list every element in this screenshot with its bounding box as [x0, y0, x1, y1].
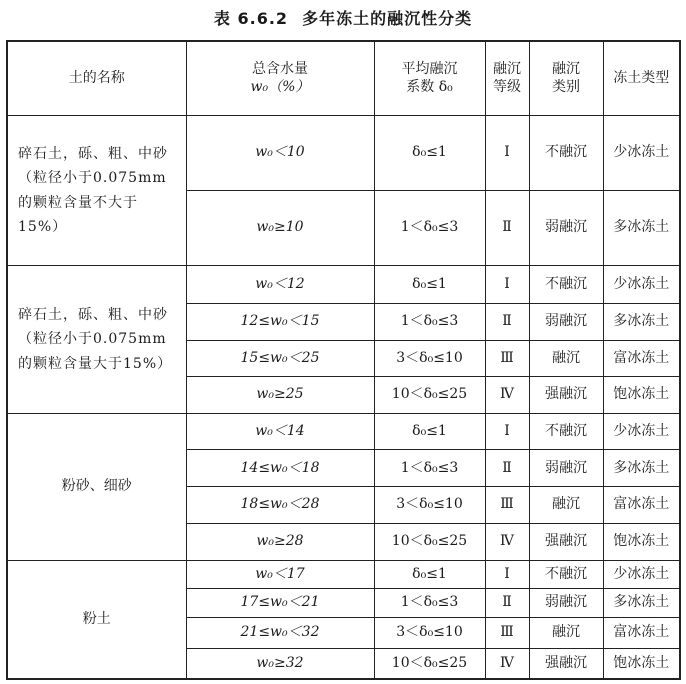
coefficient-cell: 10＜δ₀≤25 [374, 376, 485, 413]
category-cell: 弱融沉 [529, 304, 603, 341]
table-title [0, 6, 686, 29]
coefficient-cell: 3＜δ₀≤10 [374, 618, 485, 649]
grade-cell: Ⅱ [485, 450, 529, 487]
grade-cell: Ⅲ [485, 487, 529, 524]
frozen-type-cell: 富冰冻土 [603, 341, 680, 377]
category-cell: 弱融沉 [529, 190, 603, 266]
coefficient-cell: 1＜δ₀≤3 [374, 304, 485, 341]
coefficient-cell: 1＜δ₀≤3 [374, 190, 485, 266]
water-content-cell: 17≤w₀＜21 [186, 589, 374, 618]
category-cell: 弱融沉 [529, 450, 603, 487]
grade-cell: Ⅳ [485, 376, 529, 413]
header-grade-line1: 融沉 [493, 61, 521, 78]
category-cell: 不融沉 [529, 266, 603, 304]
frozen-type-cell: 饱冰冻土 [603, 524, 680, 561]
water-content-cell: w₀＜14 [186, 413, 374, 450]
category-cell: 融沉 [529, 341, 603, 377]
water-content-cell: w₀≥10 [186, 190, 374, 266]
coefficient-cell: 3＜δ₀≤10 [374, 341, 485, 377]
header-frozen-type: 冻土类型 [603, 41, 680, 116]
water-content-cell: w₀＜12 [186, 266, 374, 304]
grade-cell: Ⅰ [485, 116, 529, 191]
coefficient-cell: 10＜δ₀≤25 [374, 648, 485, 679]
table-row [7, 413, 680, 450]
grade-cell: Ⅲ [485, 618, 529, 649]
header-thaw-coefficient [374, 41, 485, 116]
category-cell: 融沉 [529, 487, 603, 524]
grade-cell: Ⅲ [485, 341, 529, 377]
water-content-cell: 12≤w₀＜15 [186, 304, 374, 341]
frozen-type-cell: 饱冰冻土 [603, 376, 680, 413]
water-content-cell: w₀≥32 [186, 648, 374, 679]
category-cell: 融沉 [529, 618, 603, 649]
water-content-cell: w₀＜17 [186, 560, 374, 589]
header-thaw-category [529, 41, 603, 116]
frozen-type-cell: 多冰冻土 [603, 190, 680, 266]
grade-cell: Ⅱ [485, 589, 529, 618]
category-cell: 不融沉 [529, 560, 603, 589]
soil-name-cell: 粉砂、细砂 [7, 413, 186, 560]
header-coef-line2: 系数 δ₀ [406, 78, 453, 95]
grade-cell: Ⅰ [485, 266, 529, 304]
water-content-cell: 14≤w₀＜18 [186, 450, 374, 487]
water-content-cell: 18≤w₀＜28 [186, 487, 374, 524]
category-cell: 强融沉 [529, 524, 603, 561]
frozen-type-cell: 饱冰冻土 [603, 648, 680, 679]
coefficient-cell: δ₀≤1 [374, 413, 485, 450]
header-row [7, 41, 680, 116]
coefficient-cell: δ₀≤1 [374, 116, 485, 191]
frozen-type-cell: 多冰冻土 [603, 589, 680, 618]
table-row [7, 116, 680, 191]
coefficient-cell: 10＜δ₀≤25 [374, 524, 485, 561]
water-content-cell: 21≤w₀＜32 [186, 618, 374, 649]
header-coef-line1: 平均融沉 [401, 61, 458, 78]
water-content-cell: w₀≥28 [186, 524, 374, 561]
grade-cell: Ⅰ [485, 413, 529, 450]
water-content-cell: w₀＜10 [186, 116, 374, 191]
frozen-type-cell: 多冰冻土 [603, 450, 680, 487]
grade-cell: Ⅳ [485, 524, 529, 561]
header-grade-line2: 等级 [493, 78, 521, 95]
coefficient-cell: δ₀≤1 [374, 266, 485, 304]
frozen-type-cell: 少冰冻土 [603, 560, 680, 589]
frozen-type-cell: 多冰冻土 [603, 304, 680, 341]
frozen-soil-classification-table [6, 40, 681, 680]
header-soil-name: 土的名称 [7, 41, 186, 116]
table-title-text: 多年冻土的融沉性分类 [302, 9, 473, 28]
grade-cell: Ⅰ [485, 560, 529, 589]
frozen-type-cell: 少冰冻土 [603, 116, 680, 191]
soil-name-cell: 粉土 [7, 560, 186, 679]
category-cell: 弱融沉 [529, 589, 603, 618]
table-row [7, 266, 680, 304]
header-water-line2: w₀（%） [250, 78, 310, 95]
grade-cell: Ⅳ [485, 648, 529, 679]
header-water-content [186, 41, 374, 116]
coefficient-cell: 3＜δ₀≤10 [374, 487, 485, 524]
water-content-cell: 15≤w₀＜25 [186, 341, 374, 377]
header-thaw-grade [485, 41, 529, 116]
category-cell: 不融沉 [529, 413, 603, 450]
soil-name-cell: 碎石土，砾、粗、中砂（粒径小于0.075mm的颗粒含量大于15%） [7, 266, 186, 413]
frozen-type-cell: 富冰冻土 [603, 487, 680, 524]
grade-cell: Ⅱ [485, 190, 529, 266]
category-cell: 强融沉 [529, 376, 603, 413]
coefficient-cell: 1＜δ₀≤3 [374, 589, 485, 618]
header-cat-line2: 类别 [552, 78, 580, 95]
header-cat-line1: 融沉 [552, 61, 580, 78]
category-cell: 不融沉 [529, 116, 603, 191]
frozen-type-cell: 富冰冻土 [603, 618, 680, 649]
water-content-cell: w₀≥25 [186, 376, 374, 413]
coefficient-cell: δ₀≤1 [374, 560, 485, 589]
frozen-type-cell: 少冰冻土 [603, 413, 680, 450]
table-row [7, 560, 680, 589]
soil-name-cell: 碎石土，砾、粗、中砂（粒径小于0.075mm的颗粒含量不大于15%） [7, 116, 186, 266]
header-water-line1: 总含水量 [252, 61, 308, 78]
table-number: 表 6.6.2 [213, 9, 289, 28]
frozen-type-cell: 少冰冻土 [603, 266, 680, 304]
grade-cell: Ⅱ [485, 304, 529, 341]
category-cell: 强融沉 [529, 648, 603, 679]
coefficient-cell: 1＜δ₀≤3 [374, 450, 485, 487]
